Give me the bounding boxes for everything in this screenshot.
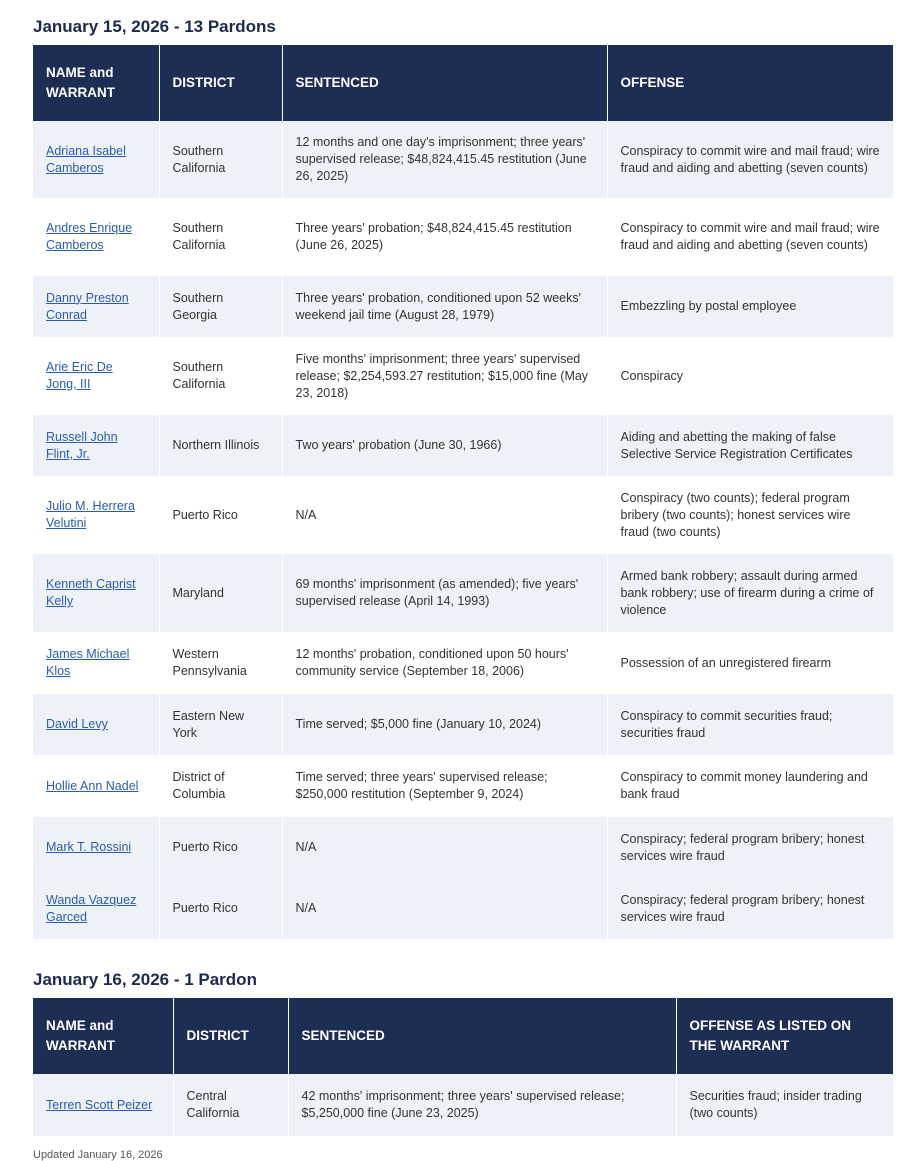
column-header-sentenced: SENTENCED [288,998,676,1074]
pardon-name-link[interactable]: Hollie Ann Nadel [46,778,139,793]
table-row [33,276,893,337]
pardon-name-link[interactable]: Russell John Flint, Jr. [46,429,118,461]
offense-cell: Conspiracy [607,337,893,415]
section-title-january-15: January 15, 2026 - 13 Pardons [33,17,276,36]
table-row [33,121,893,198]
table-row [33,817,893,878]
offense-cell: Conspiracy to commit money laundering and bank fraud [607,755,893,817]
sentenced-cell: Three years' probation; $48,824,415.45 restitution (June 26, 2025) [282,198,607,276]
column-header-name: NAME and WARRANT [33,45,159,121]
sentenced-cell: Three years' probation, conditioned upon 52 weeks' weekend jail time (August 28, 1979) [282,276,607,337]
district-cell: Northern Illinois [159,415,282,476]
pardon-name-link[interactable]: Arie Eric De Jong, III [46,360,113,391]
sentenced-cell: Two years' probation (June 30, 1966) [282,415,607,476]
column-header-name: NAME and WARRANT [33,998,173,1074]
offense-cell: Aiding and abetting the making of false Selective Service Registration Certificates [607,415,893,476]
district-cell: Southern California [159,121,282,198]
sentenced-cell: Five months' imprisonment; three years' supervised release; $2,254,593.27 restitution; $15,000 fine (May 23, 2018) [282,337,607,415]
offense-cell: Possession of an unregistered firearm [607,632,893,694]
sentenced-cell: 69 months' imprisonment (as amended); five years' supervised release (April 14, 1993) [282,554,607,632]
column-header-district: DISTRICT [173,998,288,1074]
district-cell: Southern California [159,198,282,276]
pardon-name-link[interactable]: Terren Scott Peizer [46,1097,153,1112]
offense-cell: Securities fraud; insider trading (two counts) [676,1074,893,1136]
sentenced-cell: N/A [282,476,607,554]
section-title-january-16: January 16, 2026 - 1 Pardon [33,970,257,989]
sentenced-cell: Time served; $5,000 fine (January 10, 2024) [282,694,607,755]
updated-note: Updated January 16, 2026 [33,1149,163,1161]
pardon-name-link[interactable]: Mark T. Rossini [46,840,132,854]
offense-cell: Conspiracy; federal program bribery; honest services wire fraud [607,878,893,939]
offense-cell: Conspiracy (two counts); federal program bribery (two counts); honest services wire fraud (two counts) [607,476,893,554]
pardons-table-january-16 [33,998,893,1136]
district-cell: Maryland [159,554,282,632]
sentenced-cell: 12 months' probation, conditioned upon 50 hours' community service (September 18, 2006) [282,632,607,694]
table-row [33,1074,893,1136]
sentenced-cell: Time served; three years' supervised release; $250,000 restitution (September 9, 2024) [282,755,607,817]
pardon-name-link[interactable]: David Levy [46,717,108,731]
sentenced-cell: N/A [282,817,607,878]
district-cell: Southern Georgia [159,276,282,337]
table-row [33,755,893,817]
sentenced-cell: N/A [282,878,607,939]
district-cell: Puerto Rico [159,817,282,878]
district-cell: Puerto Rico [159,476,282,554]
district-cell: Southern California [159,337,282,415]
column-header-offense: OFFENSE AS LISTED ON THE WARRANT [676,998,893,1074]
pardons-table-january-15 [33,45,893,939]
offense-cell: Embezzling by postal employee [607,276,893,337]
pardon-name-link[interactable]: Wanda Vazquez Garced [46,892,137,924]
offense-cell: Conspiracy; federal program bribery; honest services wire fraud [607,817,893,878]
table-row [33,694,893,755]
offense-cell: Conspiracy to commit securities fraud; securities fraud [607,694,893,755]
column-header-offense: OFFENSE [607,45,893,121]
table-header-row [33,998,893,1074]
table-row [33,632,893,694]
district-cell: Puerto Rico [159,878,282,939]
offense-cell: Conspiracy to commit wire and mail fraud; wire fraud and aiding and abetting (seven counts) [607,198,893,276]
table-row [33,476,893,554]
column-header-district: DISTRICT [159,45,282,121]
table-row [33,337,893,415]
pardon-name-link[interactable]: Julio M. Herrera Velutini [46,499,135,530]
district-cell: Western Pennsylvania [159,632,282,694]
sentenced-cell: 12 months and one day's imprisonment; three years' supervised release; $48,824,415.45 restitution (June 26, 2025) [282,121,607,198]
table-row [33,415,893,476]
sentenced-cell: 42 months' imprisonment; three years' supervised release; $5,250,000 fine (June 23, 2025) [288,1074,676,1136]
table-row [33,878,893,939]
table-row [33,198,893,276]
district-cell: District of Columbia [159,755,282,817]
pardon-name-link[interactable]: Adriana Isabel Camberos [46,143,126,175]
column-header-sentenced: SENTENCED [282,45,607,121]
table-row [33,554,893,632]
offense-cell: Armed bank robbery; assault during armed bank robbery; use of firearm during a crime of violence [607,554,893,632]
offense-cell: Conspiracy to commit wire and mail fraud; wire fraud and aiding and abetting (seven counts) [607,121,893,198]
pardon-name-link[interactable]: Danny Preston Conrad [46,290,129,322]
district-cell: Central California [173,1074,288,1136]
table-header-row [33,45,893,121]
district-cell: Eastern New York [159,694,282,755]
pardon-name-link[interactable]: Andres Enrique Camberos [46,221,133,252]
pardon-name-link[interactable]: James Michael Klos [46,647,130,678]
pardon-name-link[interactable]: Kenneth Caprist Kelly [46,577,136,608]
